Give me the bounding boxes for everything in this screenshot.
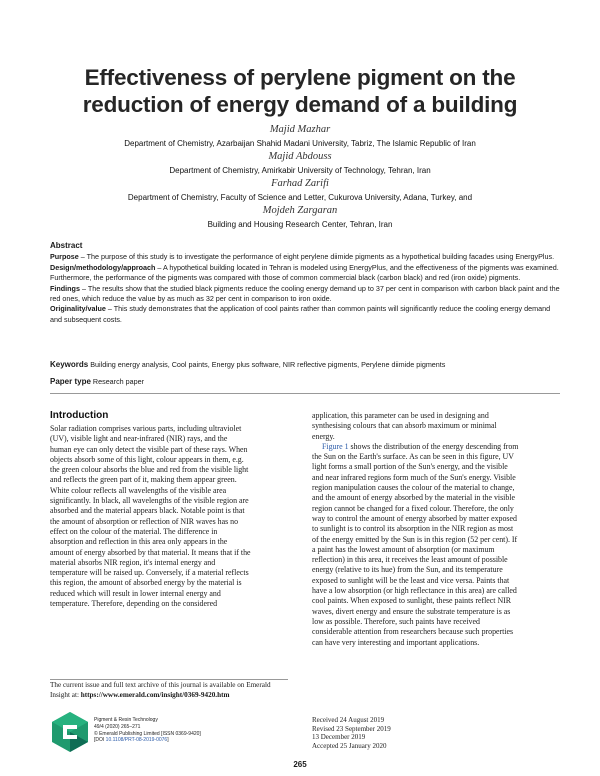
paragraph-line: reflection) in this area, it receives the least amount of possible <box>312 555 508 565</box>
paragraph-line: human eye can only detect the visible part of these rays. When <box>50 444 248 454</box>
title-line-2: reduction of energy demand of a building <box>82 92 518 117</box>
paragraph-line: synthesising colours that can absorb maximum or minimal <box>312 421 497 431</box>
author-affiliation: Department of Chemistry, Azarbaijan Shahid Madani University, Tabriz, The Islamic Republic of Iran <box>124 139 476 148</box>
emerald-logo-icon <box>52 712 88 752</box>
paragraph-line: light forms a small portion of the Sun's energy, and the visible <box>312 462 508 472</box>
paragraph-line: and near infrared regions form much of the Sun's energy. Visible <box>312 472 516 482</box>
journal-volume: 49/4 (2020) 265–271 <box>94 723 141 730</box>
paper-type <box>50 377 560 386</box>
originality-text: – This study demonstrates that the application of cool paints rather than common paints will significantly reduce the cooling energy demand and subsequent costs. <box>50 304 551 324</box>
author-name: Farhad Zarifi <box>271 178 329 189</box>
paragraph-line: energy (relative to its hue) from the Sun, and its temperature <box>312 565 503 575</box>
abstract-purpose <box>50 252 560 262</box>
paragraph-line: region manipulation causes the colour of the material to change, <box>312 483 515 493</box>
paragraph-line: and the amount of energy absorbed by the material in the visible <box>312 493 515 503</box>
paragraph-line: to sunlight is to control its absorption in the NIR region as most <box>312 524 514 534</box>
paragraph-line: application, this parameter can be used in designing and <box>312 411 489 420</box>
paragraph-line: of the energy emitted by the Sun is in this region (52 per cent). If <box>312 534 518 544</box>
paragraph-line: energy. <box>312 431 335 441</box>
purpose-text: – The purpose of this study is to investigate the performance of eight perylene diimide pigments as a hypothetical building facades using EnergyPlus. <box>78 252 555 262</box>
paragraph-line: the green colour absorbs the blue and red from the visible light <box>50 465 249 475</box>
doi <box>94 737 294 744</box>
findings-text: – The results show that the studied black pigments reduce the cooling energy demand up to 37 per cent in comparison with carbon black paint and the red ones, which reduce the value by as much as 32 per cent in comparison to iron oxide. <box>50 283 560 304</box>
design-label: Design/methodology/approach <box>50 262 156 272</box>
journal-name: Pigment & Resin Technology <box>94 717 158 723</box>
date-line: Revised 23 September 2019 <box>312 724 391 733</box>
paragraph-line: cool paints. When exposed to sunlight, these paints reflect NIR <box>312 596 512 606</box>
paragraph-line: material absorbs NIR region, it's internal energy and <box>50 557 216 567</box>
paragraph-line: considerable attention from researchers because such properties <box>312 627 514 637</box>
author-affiliation: Building and Housing Research Center, Tehran, Iran <box>207 220 393 229</box>
article-title <box>40 64 560 118</box>
author-name: Majid Mazhar <box>269 124 331 135</box>
journal-url-link[interactable]: https://www.emerald.com/insight/0369-9420.htm <box>80 690 230 699</box>
paragraph-line: absorption and reflection in this area only appears in the <box>50 537 228 547</box>
keywords-text: Building energy analysis, Cool paints, Energy plus software, NIR reflective pigments, Perylene diimide pigments <box>90 360 446 369</box>
left-column <box>50 424 290 609</box>
paragraph-line: exposed to sunlight will be the least and vice versa. Paints that <box>312 575 510 585</box>
paragraph-line: this region, the amount of absorbed energy by the material is <box>50 578 242 588</box>
doi-suffix: ] <box>167 737 169 744</box>
paragraph-line: waves, divert energy and ensure the substrate temperature is as <box>312 606 511 616</box>
paragraph-line <box>312 442 549 452</box>
article-dates <box>312 716 512 750</box>
paragraph-line: have a low absorption (or high reflectance in this area) are called <box>312 586 517 596</box>
paragraph-line: a paint has the lowest amount of absorption (or maximum <box>312 544 495 554</box>
keywords <box>50 360 560 369</box>
paragraph-line: absorbed and the material appears black. Notable point is that <box>50 506 245 516</box>
paragraph-line: White colour reflects all wavelengths of the visible area <box>50 485 227 495</box>
doi-prefix: [DOI <box>94 737 106 744</box>
abstract-findings <box>50 284 560 305</box>
right-column <box>312 411 549 648</box>
abstract-originality <box>50 304 560 325</box>
copyright: © Emerald Publishing Limited [ISSN 0369-9420] <box>94 730 201 737</box>
doi-link[interactable]: 10.1108/PRT-08-2019-0076 <box>105 737 168 744</box>
paragraph-line: (UV), visible light and near-infrared (NIR) rays, and the <box>50 434 228 444</box>
abstract <box>50 241 560 325</box>
publisher-info <box>94 717 294 744</box>
footnote-divider <box>50 679 288 680</box>
paragraph-line: region cannot be changed for a fixed colour. Therefore, the only <box>312 503 514 513</box>
title-line-1: Effectiveness of perylene pigment on the <box>84 65 516 90</box>
abstract-heading: Abstract <box>50 241 83 250</box>
date-line: Accepted 25 January 2020 <box>312 741 387 750</box>
paragraph-line: low as possible. Therefore, such paints have received <box>312 616 480 626</box>
paper-type-text: Research paper <box>92 377 145 386</box>
paragraph-line: and reflects the green part of it, making them appear green. <box>50 475 237 485</box>
design-text: – A hypothetical building located in Tehran is modeled using EnergyPlus, and the effectiveness of the pigments was examined. Furthermore, the performance of the pigments was compared with those of common commercial black (carbon black) and red (iron oxide) pigments. <box>50 262 559 283</box>
findings-label: Findings <box>50 283 80 293</box>
paper-type-label: Paper type <box>50 377 91 386</box>
date-line: 13 December 2019 <box>312 733 366 741</box>
author-name: Majid Abdouss <box>268 151 332 162</box>
author-name: Mojdeh Zargaran <box>262 205 338 216</box>
originality-label: Originality/value <box>50 304 106 314</box>
divider <box>50 393 560 394</box>
author-affiliation: Department of Chemistry, Faculty of Science and Letter, Cukurova University, Adana, Turkey, and <box>127 193 473 202</box>
paragraph-line: reduced which will result in lower internal energy and <box>50 588 221 598</box>
paragraph-line: the amount of absorption or reflection of NIR waves has no <box>50 516 239 526</box>
paragraph-line: temperature will be raised up. Conversely, if a material reflects <box>50 568 249 578</box>
paragraph-line: effect on the colour of the material. The difference in <box>50 526 218 536</box>
keywords-label: Keywords <box>50 360 89 369</box>
footnote-text: The current issue and full text archive of this journal is available on Emerald Insight at: <box>50 681 271 699</box>
paragraph-line: can have very interesting and important applications. <box>312 637 480 647</box>
section-heading: Introduction <box>50 410 109 421</box>
paragraph-line: the Sun on the Earth's surface. As can be seen in this figure, UV <box>312 452 514 462</box>
figure-link[interactable]: Figure 1 <box>322 441 349 451</box>
paragraph-line: objects absorb some of this light, colour appears in them, e.g. <box>50 454 244 464</box>
paragraph-line: Solar radiation comprises various parts, including ultraviolet <box>50 424 242 433</box>
paragraph-line: significantly. In black, all wavelengths of the visible region are <box>50 496 249 506</box>
page-number: 265 <box>293 760 307 769</box>
right-column-body <box>312 442 549 648</box>
paragraph-line: amount of energy absorbed by that material. It means that if the <box>50 547 251 557</box>
right-column-top <box>312 411 549 442</box>
purpose-label: Purpose <box>50 252 79 262</box>
date-line: Received 24 August 2019 <box>312 716 385 724</box>
footnote <box>50 681 290 700</box>
paragraph-text: shows the distribution of the energy descending from <box>348 441 519 451</box>
abstract-design <box>50 263 560 284</box>
author-affiliation: Department of Chemistry, Amirkabir University of Technology, Tehran, Iran <box>169 166 431 175</box>
paragraph-line: temperature. Therefore, depending on the considered <box>50 599 218 609</box>
paragraph-line: way to control the amount of energy absorbed by matter exposed <box>312 513 517 523</box>
